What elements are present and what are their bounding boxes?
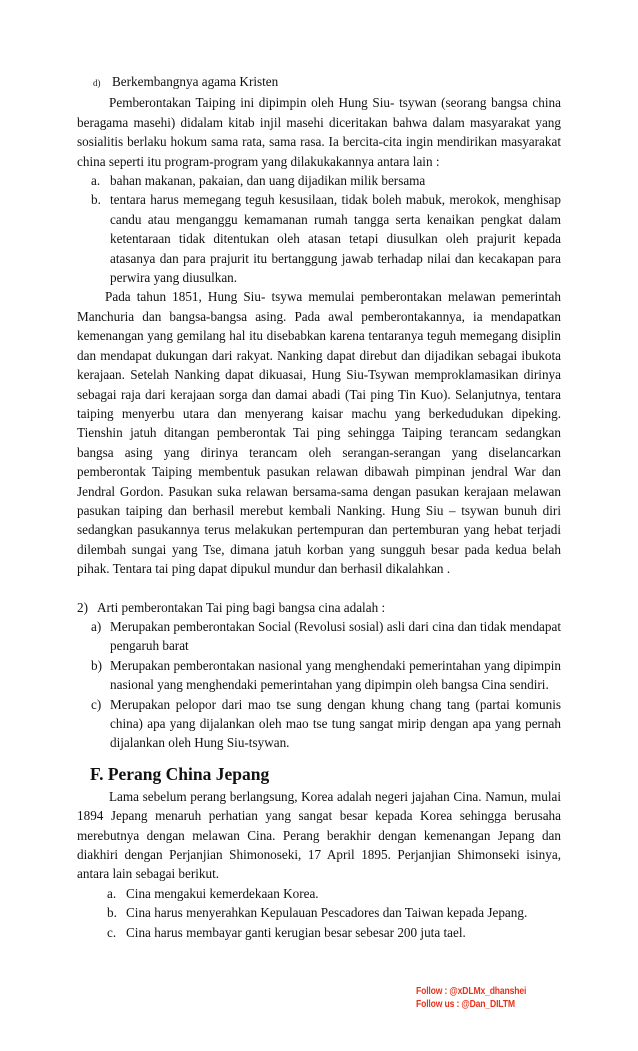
point-d-paragraph-1: Pemberontakan Taiping ini dipimpin oleh Hung Siu- tsywan (seorang bangsa china beragama masehi) didalam kitab injil masehi diceritakan bahwa dalam masyarakat yang sosialitis berlaku hokum sama rata, sama rasa. Ia bercita-cita ingin mendirikan masyarakat china seperti itu program-program yang dilakukakannya antara lain : xyxy=(77,95,561,169)
list-text: Cina harus menyerahkan Kepulauan Pescadores dan Taiwan kepada Jepang. xyxy=(126,905,528,921)
list-item xyxy=(77,923,561,942)
footer-watermark xyxy=(416,985,526,1011)
footer-line-1: Follow : @xDLMx_dhanshei xyxy=(416,985,527,997)
list-text: Cina mengakui kemerdekaan Korea. xyxy=(126,885,319,901)
footer-line-2: Follow us : @Dan_DILTM xyxy=(416,998,515,1010)
list-item xyxy=(77,903,561,922)
list-item xyxy=(77,656,561,695)
point-2-heading xyxy=(77,598,561,617)
section-heading: F. Perang China Jepang xyxy=(90,763,270,784)
list-text: bahan makanan, pakaian, dan uang dijadikan milik bersama xyxy=(110,173,426,189)
body-text xyxy=(77,72,561,942)
list-text: Merupakan pemberontakan nasional yang menghendaki pemerintahan yang dipimpin nasional yang menghendaki pemerintahan yang dipimpin oleh bangsa Cina sendiri. xyxy=(110,657,561,693)
list-marker: b) xyxy=(91,657,102,673)
list-marker: a. xyxy=(91,173,101,189)
list-item xyxy=(77,884,561,903)
point-d-marker: d) xyxy=(93,78,101,88)
section-f-paragraph: Lama sebelum perang berlangsung, Korea adalah negeri jajahan Cina. Namun, mulai 1894 Jepang menaruh perhatian yang sangat besar kepada Korea sehingga berusaha merebutnya dengan melawan Cina. Perang berakhir dengan kemenangan Jepang dan diakhiri dengan Perjanjian Shimonoseki, 17 April 1895. Perjanjian Shimonseki isinya, antara lain sebagai berikut. xyxy=(77,788,561,882)
list-marker: b. xyxy=(107,905,117,921)
point-d-title: Berkembangnya agama Kristen xyxy=(112,74,279,89)
list-item xyxy=(77,695,561,753)
list-item xyxy=(77,190,561,287)
list-marker: a. xyxy=(107,885,117,901)
point-d-heading xyxy=(77,72,561,93)
list-text: Cina harus membayar ganti kerugian besar sebesar 200 juta tael. xyxy=(126,924,466,940)
list-text: Merupakan pelopor dari mao tse sung dengan khung chang tang (partai komunis china) apa yang dijalankan oleh mao tse tung sangat mirip dengan apa yang pernah dijalankan oleh Hung Siu-tsywan. xyxy=(110,696,561,751)
list-item xyxy=(77,617,561,656)
list-marker: c) xyxy=(91,696,102,712)
list-text: tentara harus memegang teguh kesusilaan, tidak boleh mabuk, merokok, menghisap candu atau menganggu kemamanan rumah tangga serta kenaikan pengkat dalam ketentaraan tidak ditentukan oleh atasan tetapi diusulkan oleh prajurit kepada atasanya dan para prajurit itu bertanggung jawab terhadap nilai dan kecakapan para perwira yang diusulkan. xyxy=(110,192,561,286)
list-marker: b. xyxy=(91,192,101,208)
list-item xyxy=(77,171,561,190)
list-marker: c. xyxy=(107,924,117,940)
point-2-marker: 2) xyxy=(77,599,88,615)
list-marker: a) xyxy=(91,618,102,634)
point-d-paragraph-2: Pada tahun 1851, Hung Siu- tsywa memulai pemberontakan melawan pemerintah Manchuria dan bangsa-bangsa asing. Pada awal pemberontakannya, ia mendapatkan kemenangan yang gemilang hal itu disebabkan karena tentaranya teguh memegang disiplin dan mendapat dukungan dari rakyat. Nanking dapat direbut dan dijadikan sebagai ibukota kerajaan. Setelah Nanking dapat dikuasai, Hung Siu-Tsywan memproklamasikan dirinya sebagai raja dari kerajaan sorga dan damai abadi (Tai ping Tin Kuo). Selanjutnya, tentara taiping menyerbu utara dan menyerang kaisar machu yang berkedudukan dipeking. Tienshin jatuh ditangan pemberontak Tai ping sehingga Taiping terancam sedangkan bangsa asing yang dirinya terancam oleh serangan-serangan yang diselancarkan pemberontak Taiping membentuk pasukan relawan dibawah pimpinan jendral War dan Jendral Gordon. Pasukan suka relawan bersama-sama dengan pasukan kerajaan melawan pasukan taiping dan berhasil merebut kembali Nanking. Hung Siu – tsywan bunuh diri sedangkan pasukannya terus melakukan pertempuran dan pertemburan yang hebat terjadi dilembah sungai yang Tse, dimana jatuh korban yang sungguh besar pada kedua belah pihak. Tentara tai ping dapat dipukul mundur dan berhasil dikalahkan . xyxy=(77,289,561,577)
list-text: Merupakan pemberontakan Social (Revolusi sosial) asli dari cina dan tidak mendapat pengaruh barat xyxy=(110,618,561,654)
point-2-title: Arti pemberontakan Tai ping bagi bangsa cina adalah : xyxy=(97,599,386,615)
